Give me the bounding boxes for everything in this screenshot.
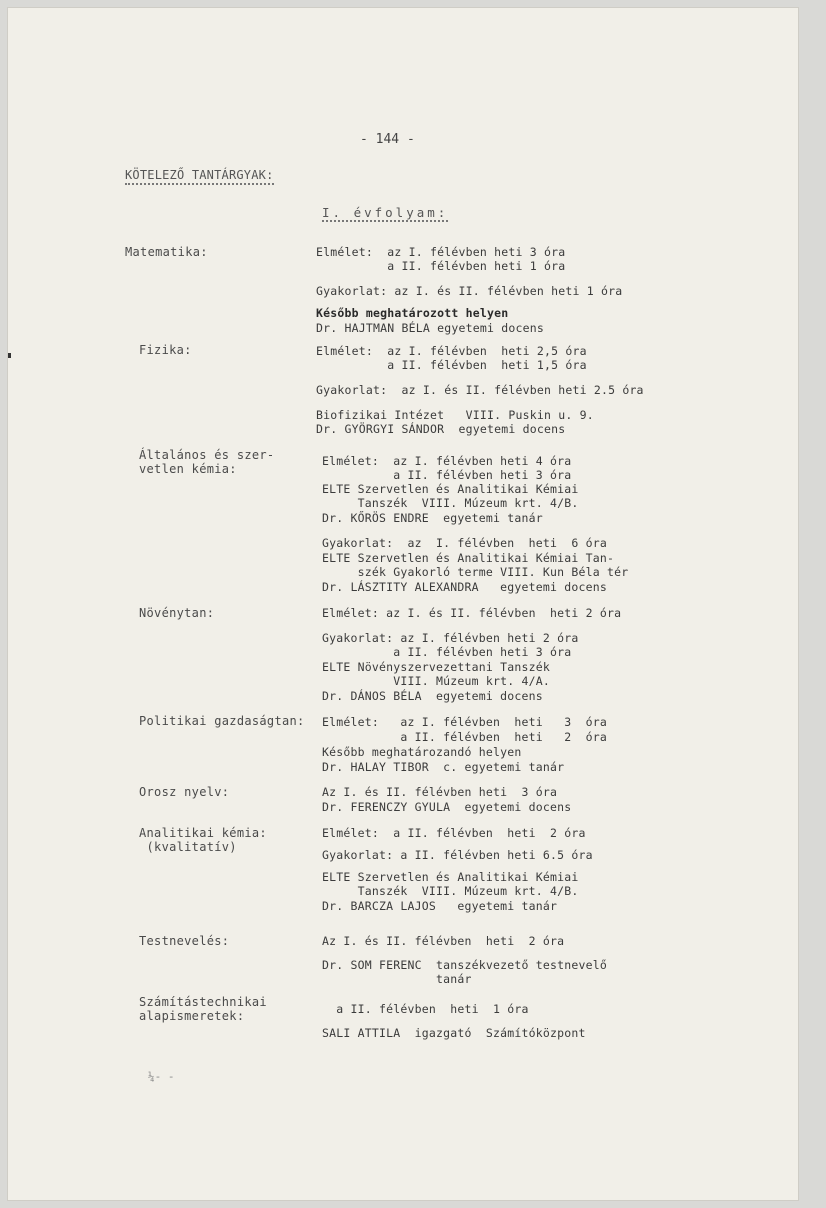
section-heading: KÖTELEZŐ TANTÁRGYAK: bbox=[125, 168, 274, 185]
subject-label: Politikai gazdaságtan: bbox=[139, 714, 305, 728]
text-line: a II. félévben heti 1,5 óra bbox=[316, 358, 587, 372]
document-page bbox=[8, 8, 798, 1200]
text-line: Gyakorlat: az I. és II. félévben heti 2.5 óra bbox=[316, 383, 644, 397]
subject-label: Általános és szer- vetlen kémia: bbox=[139, 448, 275, 476]
subject-label: Számítástechnikai alapismeretek: bbox=[139, 995, 267, 1023]
text-line: Elmélet: az I. félévben heti 2,5 óra bbox=[316, 344, 587, 358]
subject-label: Testnevelés: bbox=[139, 934, 230, 948]
text-line: ELTE Növényszervezettani Tanszék bbox=[322, 660, 550, 674]
text-line: Dr. HAJTMAN BÉLA egyetemi docens bbox=[316, 321, 544, 335]
text-line: Dr. LÁSZTITY ALEXANDRA egyetemi docens bbox=[322, 580, 607, 594]
text-line: a II. félévben heti 1 óra bbox=[322, 1002, 529, 1016]
text-line: Dr. GYÖRGYI SÁNDOR egyetemi docens bbox=[316, 422, 566, 436]
subject-label: Orosz nyelv: bbox=[139, 785, 230, 799]
text-line: Elmélet: az I. félévben heti 4 óra bbox=[322, 454, 572, 468]
page-number: - 144 - bbox=[360, 132, 415, 147]
text-line: tanár bbox=[322, 972, 472, 986]
text-line: Az I. és II. félévben heti 3 óra bbox=[322, 785, 558, 799]
text-line: ELTE Szervetlen és Analitikai Kémiai bbox=[322, 870, 579, 884]
text-line: VIII. Múzeum krt. 4/A. bbox=[322, 674, 550, 688]
subject-label: Fizika: bbox=[139, 343, 192, 357]
text-line: Dr. FERENCZY GYULA egyetemi docens bbox=[322, 800, 572, 814]
text-line: SALI ATTILA igazgató Számítóközpont bbox=[322, 1026, 586, 1040]
text-line: Az I. és II. félévben heti 2 óra bbox=[322, 934, 565, 948]
text-line: Dr. HALAY TIBOR c. egyetemi tanár bbox=[322, 760, 565, 774]
text-line: Tanszék VIII. Múzeum krt. 4/B. bbox=[322, 496, 579, 510]
subject-label: Növénytan: bbox=[139, 606, 215, 620]
text-line: Dr. SOM FERENC tanszékvezető testnevelő bbox=[322, 958, 607, 972]
text-line: Biofizikai Intézet VIII. Puskin u. 9. bbox=[316, 408, 594, 422]
text-line: a II. félévben heti 3 óra bbox=[322, 645, 572, 659]
text-line: ELTE Szervetlen és Analitikai Kémiai bbox=[322, 482, 579, 496]
text-line: Dr. KŐRÖS ENDRE egyetemi tanár bbox=[322, 511, 543, 525]
text-line: Gyakorlat: az I. félévben heti 2 óra bbox=[322, 631, 579, 645]
text-line: Elmélet: a II. félévben heti 2 óra bbox=[322, 826, 586, 840]
text-line: Dr. DÁNOS BÉLA egyetemi docens bbox=[322, 689, 543, 703]
text-line: szék Gyakorló terme VIII. Kun Béla tér bbox=[322, 565, 629, 579]
text-line: ELTE Szervetlen és Analitikai Kémiai Tan- bbox=[322, 551, 615, 565]
text-line: Elmélet: az I. és II. félévben heti 2 óra bbox=[322, 606, 622, 620]
text-line: Tanszék VIII. Múzeum krt. 4/B. bbox=[322, 884, 579, 898]
margin-mark: ¼- - bbox=[148, 1070, 175, 1083]
margin-dot bbox=[8, 353, 11, 358]
text-line: Dr. BARCZA LAJOS egyetemi tanár bbox=[322, 899, 558, 913]
subject-label: Matematika: bbox=[125, 245, 208, 259]
text-line: Később meghatározandó helyen bbox=[322, 745, 522, 759]
text-line: Később meghatározott helyen bbox=[316, 306, 509, 320]
text-line: Gyakorlat: az I. félévben heti 6 óra bbox=[322, 536, 607, 550]
text-line: a II. félévben heti 3 óra bbox=[322, 468, 572, 482]
text-line: a II. félévben heti 2 óra bbox=[322, 730, 607, 744]
text-line: Gyakorlat: az I. és II. félévben heti 1 óra bbox=[316, 284, 623, 298]
subject-label: Analitikai kémia: (kvalitatív) bbox=[139, 826, 267, 854]
year-heading: I. évfolyam: bbox=[322, 205, 449, 220]
text-line: a II. félévben heti 1 óra bbox=[316, 259, 566, 273]
text-line: Gyakorlat: a II. félévben heti 6.5 óra bbox=[322, 848, 593, 862]
text-line: Elmélet: az I. félévben heti 3 óra bbox=[322, 715, 607, 729]
text-line: Elmélet: az I. félévben heti 3 óra bbox=[316, 245, 566, 259]
